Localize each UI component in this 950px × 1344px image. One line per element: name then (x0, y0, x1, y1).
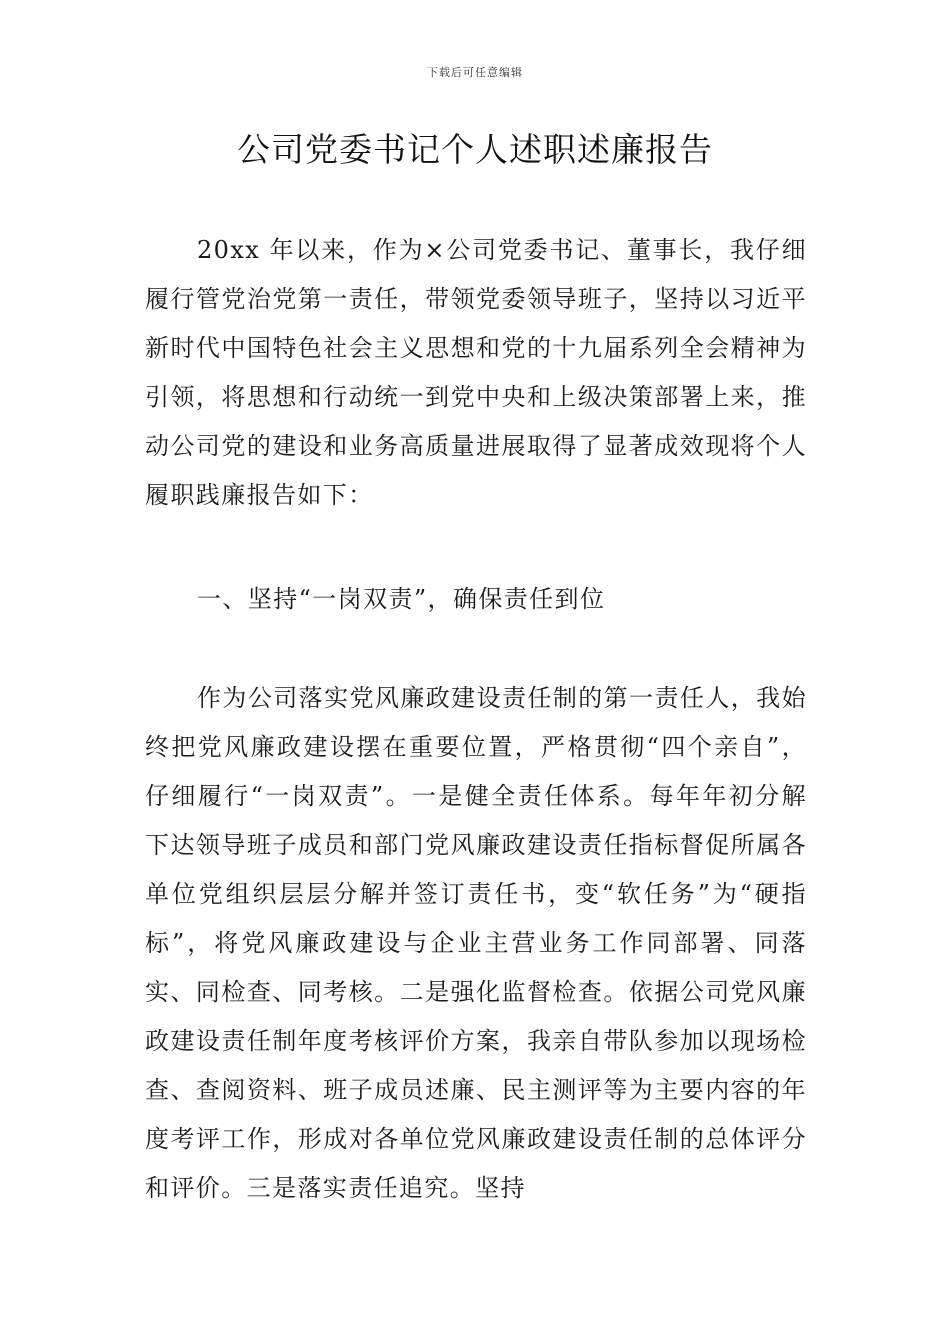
document-title: 公司党委书记个人述职述廉报告 (237, 130, 713, 169)
section-1-heading: 一、坚持“一岗双责”，确保责任到位 (197, 585, 606, 613)
section-1-body: 作为公司落实党风廉政建设责任制的第一责任人，我始终把党风廉政建设摆在重要位置，严格贯彻“四个亲自”，仔细履行“一岗双责”。一是健全责任体系。每年年初分解下达领导班子成员和部门党风廉政建设责任指标督促所属各单位党组织层层分解并签订责任书，变“软任务”为“硬指标”，将党风廉政建设与企业主营业务工作同部署、同落实、同检查、同考核。二是强化监督检查。依据公司党风廉政建设责任制年度考核评价方案，我亲自带队参加以现场检查、查阅资料、班子成员述廉、民主测评等为主要内容的年度考评工作，形成对各单位党风廉政建设责任制的总体评分和评价。三是落实责任追究。坚持 (145, 684, 807, 1202)
header-note: 下载后可任意编辑 (427, 66, 523, 79)
intro-paragraph: 20xx 年以来，作为×公司党委书记、董事长，我仔细履行管党治党第一责任，带领党委领导班子，坚持以习近平新时代中国特色社会主义思想和党的十九届系列全会精神为引领，将思想和行动统一到党中央和上级决策部署上来，推动公司党的建设和业务高质量进展取得了显著成效现将个人履职践廉报告如下： (145, 236, 807, 509)
